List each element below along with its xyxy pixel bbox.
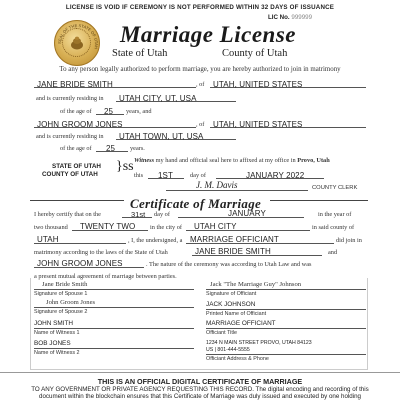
officiant-printed-name: JACK JOHNSON xyxy=(206,301,256,308)
license-number-label: LIC No. xyxy=(268,14,290,21)
clerk-county-label: COUNTY OF UTAH xyxy=(42,171,98,178)
bride-age-label: of the age of xyxy=(60,108,92,115)
officiant-printed-label: Printed Name of Officiant xyxy=(206,311,267,317)
footer-line-2: document within the blockchain ensures that this Certificate of Marriage was duly issued and executed by one holding xyxy=(39,393,361,400)
officiant-address-2: US | 801-444-5555 xyxy=(206,347,250,353)
document-title: Marriage License xyxy=(119,22,296,47)
certify-in-year-label: in the year of xyxy=(318,211,352,218)
groom-residing-label: and is currently residing in xyxy=(36,133,104,140)
license-number-value: 999999 xyxy=(291,14,313,21)
spouse1-signature: Jane Bride Smith xyxy=(42,281,88,288)
bride-of-label: , of xyxy=(196,81,205,88)
seal-center xyxy=(62,28,91,57)
beehive-icon xyxy=(69,36,85,50)
undersigned-label: , I, the undersigned, a xyxy=(128,237,183,244)
officiant-role: MARRIAGE OFFICIANT xyxy=(190,235,279,244)
officiant-signature: Jack "The Marriage Guy" Johnson xyxy=(210,281,302,288)
clerk-label: COUNTY CLERK xyxy=(312,185,358,191)
officiant-signature-label: Signature of Officiant xyxy=(206,291,257,297)
and-label: and xyxy=(328,249,338,256)
clerk-day: 1ST xyxy=(158,171,173,180)
witness2-name: BOB JONES xyxy=(34,340,71,347)
groom-years-label: years. xyxy=(130,145,145,152)
year-words: TWENTY TWO xyxy=(80,222,136,231)
groom-age: 25 xyxy=(106,144,116,153)
bride-name: JANE BRIDE SMITH xyxy=(37,80,113,89)
seal-ring-text: SEAL OF THE STATE OF UTAH xyxy=(56,22,100,50)
witness-place: Provo, Utah xyxy=(297,157,330,164)
void-notice: LICENSE IS VOID IF CEREMONY IS NOT PERFORMED WITHIN 32 DAYS OF ISSUANCE xyxy=(65,4,335,11)
certify-day: 31st xyxy=(131,210,146,219)
certify-label: I hereby certify that on the xyxy=(34,211,101,218)
authorization-text: To any person legally authorized to perform marriage, you are hereby authorized to join in matrimony xyxy=(59,66,341,73)
clerk-day-of-label: day of xyxy=(190,172,206,179)
groom-age-label: of the age of xyxy=(60,145,92,152)
two-thousand-label: two thousand xyxy=(34,224,68,231)
spouse1-label: Signature of Spouse 1 xyxy=(34,291,88,297)
city-label: in the city of xyxy=(150,224,183,231)
certify-county: UTAH xyxy=(37,235,59,244)
matrimony-label: matrimony according to the laws of the State of Utah xyxy=(34,249,168,256)
certify-groom-name: JOHN GROOM JONES xyxy=(37,259,123,268)
witness-text: my hand and official seal here to affixed at my office in xyxy=(155,157,296,164)
certify-month: JANUARY xyxy=(228,209,266,218)
bride-residing-label: and is currently residing in xyxy=(36,95,104,102)
bride-age: 25 xyxy=(104,107,114,116)
said-county-label: in said county of xyxy=(312,224,355,231)
bride-years-label: years, and xyxy=(126,108,152,115)
groom-name: JOHN GROOM JONES xyxy=(37,120,123,129)
groom-home: UTAH, UNITED STATES xyxy=(213,120,303,129)
clerk-month-year: JANUARY 2022 xyxy=(246,171,305,180)
witness2-label: Name of Witness 2 xyxy=(34,350,80,356)
groom-of-label: , of xyxy=(196,121,205,128)
certify-bride-name: JANE BRIDE SMITH xyxy=(195,247,271,256)
nature-text: . The nature of the ceremony was according to Utah Law and was xyxy=(146,261,312,268)
certificate-title: Certificate of Marriage xyxy=(130,196,262,211)
state-line: State of Utah xyxy=(112,48,168,59)
state-seal xyxy=(54,20,100,66)
county-line: County of Utah xyxy=(222,48,288,59)
footer-line-1: TO ANY GOVERNMENT OR PRIVATE AGENCY REQUESTING THIS RECORD. The digital encoding and recording of this xyxy=(31,386,369,393)
groom-residence: UTAH TOWN, UT, USA xyxy=(119,132,204,141)
clerk-witness-text xyxy=(134,157,330,164)
certify-day-of-label: day of xyxy=(154,211,170,218)
bride-home: UTAH, UNITED STATES xyxy=(213,80,303,89)
certify-city: UTAH CITY xyxy=(194,222,237,231)
footer-title: THIS IS AN OFFICIAL DIGITAL CERTIFICATE OF MARRIAGE xyxy=(97,377,303,386)
witness-italic: Witness xyxy=(134,157,155,164)
ss-bracket: }ss xyxy=(116,159,134,174)
officiant-title: MARRIAGE OFFICIANT xyxy=(206,320,276,327)
clerk-this-label: this xyxy=(134,172,144,179)
join-label: did join in xyxy=(336,237,362,244)
officiant-address-1: 1234 N MAIN STREET PROVO, UTAH 84123 xyxy=(206,340,312,346)
officiant-title-label: Officiant Title xyxy=(206,330,238,336)
officiant-address-label: Officiant Address & Phone xyxy=(206,356,269,362)
clerk-state-label: STATE OF UTAH xyxy=(52,163,101,170)
consent-text: a present mutual agreement of marriage between parties. xyxy=(34,273,177,280)
spouse2-label: Signature of Spouse 2 xyxy=(34,309,88,315)
witness1-label: Name of Witness 1 xyxy=(34,330,80,336)
license-number xyxy=(268,14,312,21)
witness1-name: JOHN SMITH xyxy=(34,320,74,327)
spouse2-signature: John Groom Jones xyxy=(46,299,96,306)
clerk-signature: J. M. Davis xyxy=(196,180,238,190)
bride-residence: UTAH CITY, UT, USA xyxy=(119,94,197,103)
